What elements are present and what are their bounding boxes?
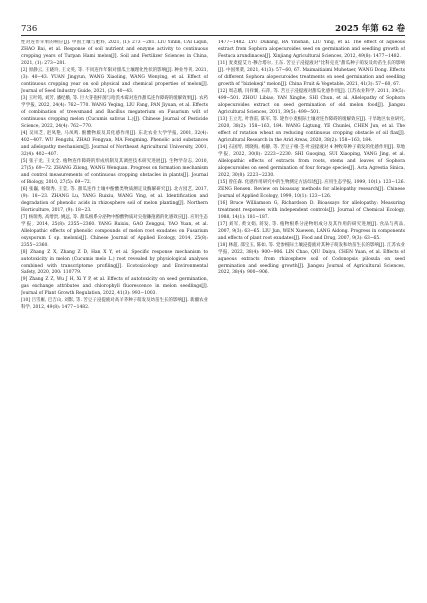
reference-english-text: YANG Ruixiu, GAO Zenggui, YAO Yuan, et al. Allelopathic effects of phenolic compounds of melon root exudates on Fusarium oxysporum f. sp. melonis[J]. Chinese Journal of Applied Ecology, 2014, 25(8): 2355−2360. bbox=[21, 221, 208, 248]
reference-number: [4] bbox=[21, 130, 28, 136]
reference-number: [15] bbox=[218, 179, 228, 185]
reference-chinese-text: 石国琴, 周晓海, 杨静, 等. 苦豆子根·茎·叶浸提液对 4 种牧草种子萌发的化感作用[J]. 草地学报, 2022, 30(8): 2223−2230. bbox=[218, 144, 405, 157]
reference-entry bbox=[218, 201, 405, 222]
reference-chinese-text: 王叶筠, 刘芳, 潘纪娥, 等. 巨大芽孢杆菌与哈茨木霉对连作甜瓜连作障碍的缓解效果[J]. 农药学学报, 2022, 24(4): 762−770. bbox=[21, 95, 208, 108]
reference-number: [12] bbox=[218, 88, 228, 94]
reference-continuation bbox=[21, 40, 208, 68]
reference-chinese-text: 吴凤芝, 赵凤艳, 马凤鸣. 酚酸物质及其化感作用[J]. 东北农业大学学报, 2001, 32(4): 402−407. bbox=[21, 130, 208, 143]
reference-number: [10] bbox=[21, 298, 31, 304]
reference-chinese-text: 吕雪雁, 巴吉山, 刘影, 等. 苦豆子浸提液对高羊茅种子萌发及幼苗生长的影响[J]. 新疆农业科学, 2012, 49(8): 1477−1482. bbox=[21, 298, 208, 311]
page-header bbox=[21, 20, 405, 34]
page-number: 736 bbox=[21, 24, 38, 34]
reference-entry bbox=[21, 215, 208, 250]
reference-english-text: ZHOU Libiao, YAN Xinghe, SHI Chun, et al. Allelopathy of Sophora alopecuroides extract on seed germination of old melon food[J]. Jiangsu Agricultural Sciences, 2011, 39(5): 499−501. bbox=[218, 95, 405, 115]
reference-number: [7] bbox=[21, 214, 28, 220]
reference-chinese-text: 张子龙, 王文全. 植物连作障碍的形成机制及其调控技术研究进展[J]. 生物学杂志, 2010, 27(5): 69−72. bbox=[21, 158, 208, 171]
reference-english-text: 性对连作苹果的响应[J]. 中国土壤与肥料, 2021, (1): 273 −281. LIU Yinlin, CAI Liqun, ZHAO Bai, et al. Response of soil nutrient and enzyme activity to continuous cropping years of Turpan Hami melon[J]. Soil and Fertilizer Sciences in China, 2021, (1): 273−281. bbox=[21, 40, 208, 66]
reference-number: [13] bbox=[218, 116, 228, 122]
reference-chinese-text: 刘军, 黄文娟, 蒋发, 等. 植物根系分泌物组成分及其作用的研究进展[J]. 食品与药品, 2007, 9(3): 63−65. bbox=[218, 221, 405, 234]
reference-english-text: LIN Chao, QIU Daiyu, CHEN Yuan, et al. Effects of aqueous extracts from rhizosphere soil of Codonopsis pilosula on seed germination and seedling growth[J]. Jiangsu Journal of Agricultural Sciences, 2022, 38(4): 900−906. bbox=[218, 249, 405, 276]
reference-number: [3] bbox=[21, 95, 28, 101]
reference-entry bbox=[21, 298, 208, 312]
reference-number: [14] bbox=[218, 144, 228, 150]
reference-english-text: ZENG Rensen. Review on bioassay methods for allelopathy research[J]. Chinese Journal of Applied Ecology, 1999, 10(1): 123−126. bbox=[218, 186, 405, 199]
reference-number: [8] bbox=[21, 249, 28, 255]
reference-number: [9] bbox=[21, 277, 28, 283]
reference-entry bbox=[218, 61, 405, 89]
reference-entry bbox=[218, 145, 405, 180]
reference-chinese-text: 原静云, 王晓玲, 王文英, 等. 不同连作年限对甜瓜土壤理化性状的影响[J]. 种业导刊, 2021, (3): 40−43. bbox=[21, 67, 208, 80]
reference-entry bbox=[21, 277, 208, 298]
header-rule bbox=[21, 35, 405, 36]
reference-english-text: Zhang Z Z, Wu J H, Xi Y P, et al. Effects of autotoxicity on seed germination, gas exchange attributes and chlorophyll fluorescence in melon seedlings[J]. Journal of Plant Growth Regulation, 2022, 41(3): 993−1003. bbox=[21, 277, 208, 297]
right-column bbox=[218, 40, 405, 589]
reference-english-text: LIU Jun, WEN Xuewen, LANG Aidong. Progress in components and effects of plant root exudates[J]. Food and Drug, 2007, 9(3): 63−65. bbox=[218, 228, 405, 241]
reference-number: [18] bbox=[218, 242, 228, 248]
reference-number: [2] bbox=[21, 67, 28, 73]
reference-english-text: Zhang Z X, Zhang Z D, Han X Y, et al. Specific response mechanism to autotoxicity in melon (Cucumis melo L.) root revealed by physiological analyses combined with transcriptome profiling[J]. Ecotoxicology and Environmental Safety, 2020, 200: 110779. bbox=[21, 249, 208, 276]
journal-issue: 2025 年第 62 卷 bbox=[335, 24, 405, 34]
reference-entry bbox=[218, 180, 405, 201]
reference-english-text: WANG Yeqing, LIU Fang, PAN Jiyuan, et al. Effects of combination of trewsmand and Bacillus megaterium on Fusarium wilt of continuous cropping melon (Cucumis sativus L.)[J]. Chinese Journal of Pesticide Science, 2022, 24(4): 762−770. bbox=[21, 102, 208, 129]
reference-number: [16] bbox=[218, 200, 228, 206]
reference-number: [11] bbox=[218, 60, 228, 66]
reference-entry bbox=[21, 159, 208, 187]
reference-entry bbox=[21, 96, 208, 131]
reference-number: [5] bbox=[21, 158, 28, 164]
reference-entry bbox=[21, 131, 208, 159]
reference-entry bbox=[21, 68, 208, 96]
reference-chinese-text: 曾任森. 化感作用研究中的生物测定方法综述[J]. 应用生态学报, 1999, 10(1): 123−126. bbox=[228, 179, 405, 185]
reference-entry bbox=[218, 89, 405, 117]
reference-english-text: WU Fengzhi, ZHAO Fengyan, MA Fengming. Phenolic acid substances and allelopathy mechanism[J]. Journal of Northeast Agricultural University, 2001, 32(4): 402−407. bbox=[21, 137, 208, 157]
reference-english-text: YUAN Jingyun, WANG Xiaoling, WANG Wenying, et al. Effect of continuous cropping year on soil physical and chemical properties of melon[J]. Journal of Seed Industry Guide, 2021, (3): 40−43. bbox=[21, 74, 208, 94]
reference-english-text: ZHANG Lu, YANG Ruixiu, WANG Ying, et al. Identification and degradation of phenolic acids in rhizosphere soil of melon planting[J]. Northern Horticulture, 2017, (9): 18−23. bbox=[21, 193, 208, 213]
reference-entry bbox=[218, 243, 405, 278]
reference-english-text: Bruce Williamson G, Richardson D. Bioassays for allelopathy: Measuring treatment responses with independent controls[J]. Journal of Chemical Ecology, 1988, 14(1): 181−187. bbox=[218, 200, 405, 220]
reference-english-text: ZHANG Zilong, WANG Wenquan. Progress on formation mechanism and control measurements of continuous cropping obstacles in plants[J]. Journal of Biology, 2010, 27(5): 69−72. bbox=[21, 165, 208, 185]
reference-entry bbox=[218, 117, 405, 145]
reference-number: [6] bbox=[21, 186, 28, 192]
reference-continuation bbox=[218, 40, 405, 61]
reference-english-text: Maimaitiaimi Muhetaer, WANG Dong. Effects of different Sophora alopecuroides treatments on seed germination and seedling growth of "biziekeqi" melon[J]. China Fruit & Vegetable, 2021, 41(3): 57−60, 67. bbox=[218, 67, 405, 87]
reference-entry bbox=[21, 187, 208, 215]
reference-chinese-text: 林超, 邵宝玉, 陈如, 等. 党参根际土壤浸提液对其种子萌发和幼苗生长的影响[J]. 江苏农业学报, 2022, 38(4): 900−906. bbox=[218, 242, 405, 255]
reference-entry bbox=[21, 250, 208, 278]
reference-english-text: 1477−1482. LYU Dukang, BA Yinshan, LIU Ying, et al. The effect of aqueous extract from Sophora alopecuroides seed on germination and seedling growth of Festuca arundinacea[J]. Xinjiang Agricultural Sciences, 2012, 49(8): 1477−1482. bbox=[218, 40, 405, 59]
reference-chinese-text: 麦麦提艾力·穆合塔尔, 王东. 苦豆子浸提液对"比科克克"甜瓜种子萌发及幼苗生长的影响[J]. 中国果菜, 2021, 41(3): 57−60, 67. bbox=[218, 60, 405, 73]
reference-chinese-text: 周志娥, 闫祥翼, 石萍, 等. 苦豆子浸提液对甜瓜化感作用[J]. 江苏农业科学, 2011, 39(5): 499−501. bbox=[218, 88, 405, 101]
reference-chinese-text: 王立光, 叶春雷, 陈军, 等. 轮作小麦根际土壤对连作障碍的缓解效应[J]. 干旱地区农业研究, 2020, 38(2): 158−163, 184. bbox=[218, 116, 405, 129]
left-column bbox=[21, 40, 208, 589]
reference-columns bbox=[21, 40, 405, 589]
reference-entry bbox=[218, 222, 405, 243]
reference-chinese-text: 张巍, 杨瑞秀, 王莹, 等. 甜瓜连作土壤中酚酸类物质测定及酶解研究[J]. 北方园艺, 2017, (9): 18−23. bbox=[21, 186, 208, 199]
reference-english-text: WANG Ligtung, YE Chunlei, CHEN Jun, et al. The effect of rotation wheat on reducing continuous cropping obstacle of oil flax[J]. Agricultural Research in the Arid Areas, 2020, 38(2): 158−163, 184. bbox=[218, 123, 405, 143]
reference-english-text: SHI Guoqing, SUI Xiaoping, YANG Jing, et al. Allelopathic effects of extracts from roots, stems and leaves of Sophora alopecuroides on seed germination of four forage species[J]. Acta Agrestia Sinica, 2022, 30(8): 2223−2230. bbox=[218, 151, 405, 178]
reference-number: [17] bbox=[218, 221, 228, 227]
reference-chinese-text: 杨瑞秀, 高增贵, 姚远, 等. 甜瓜根系分泌物中酚酸物质对尖孢镰孢菌的化感效应[J]. 应用生态学报, 2014, 25(8): 2355−2360. bbox=[21, 214, 208, 227]
